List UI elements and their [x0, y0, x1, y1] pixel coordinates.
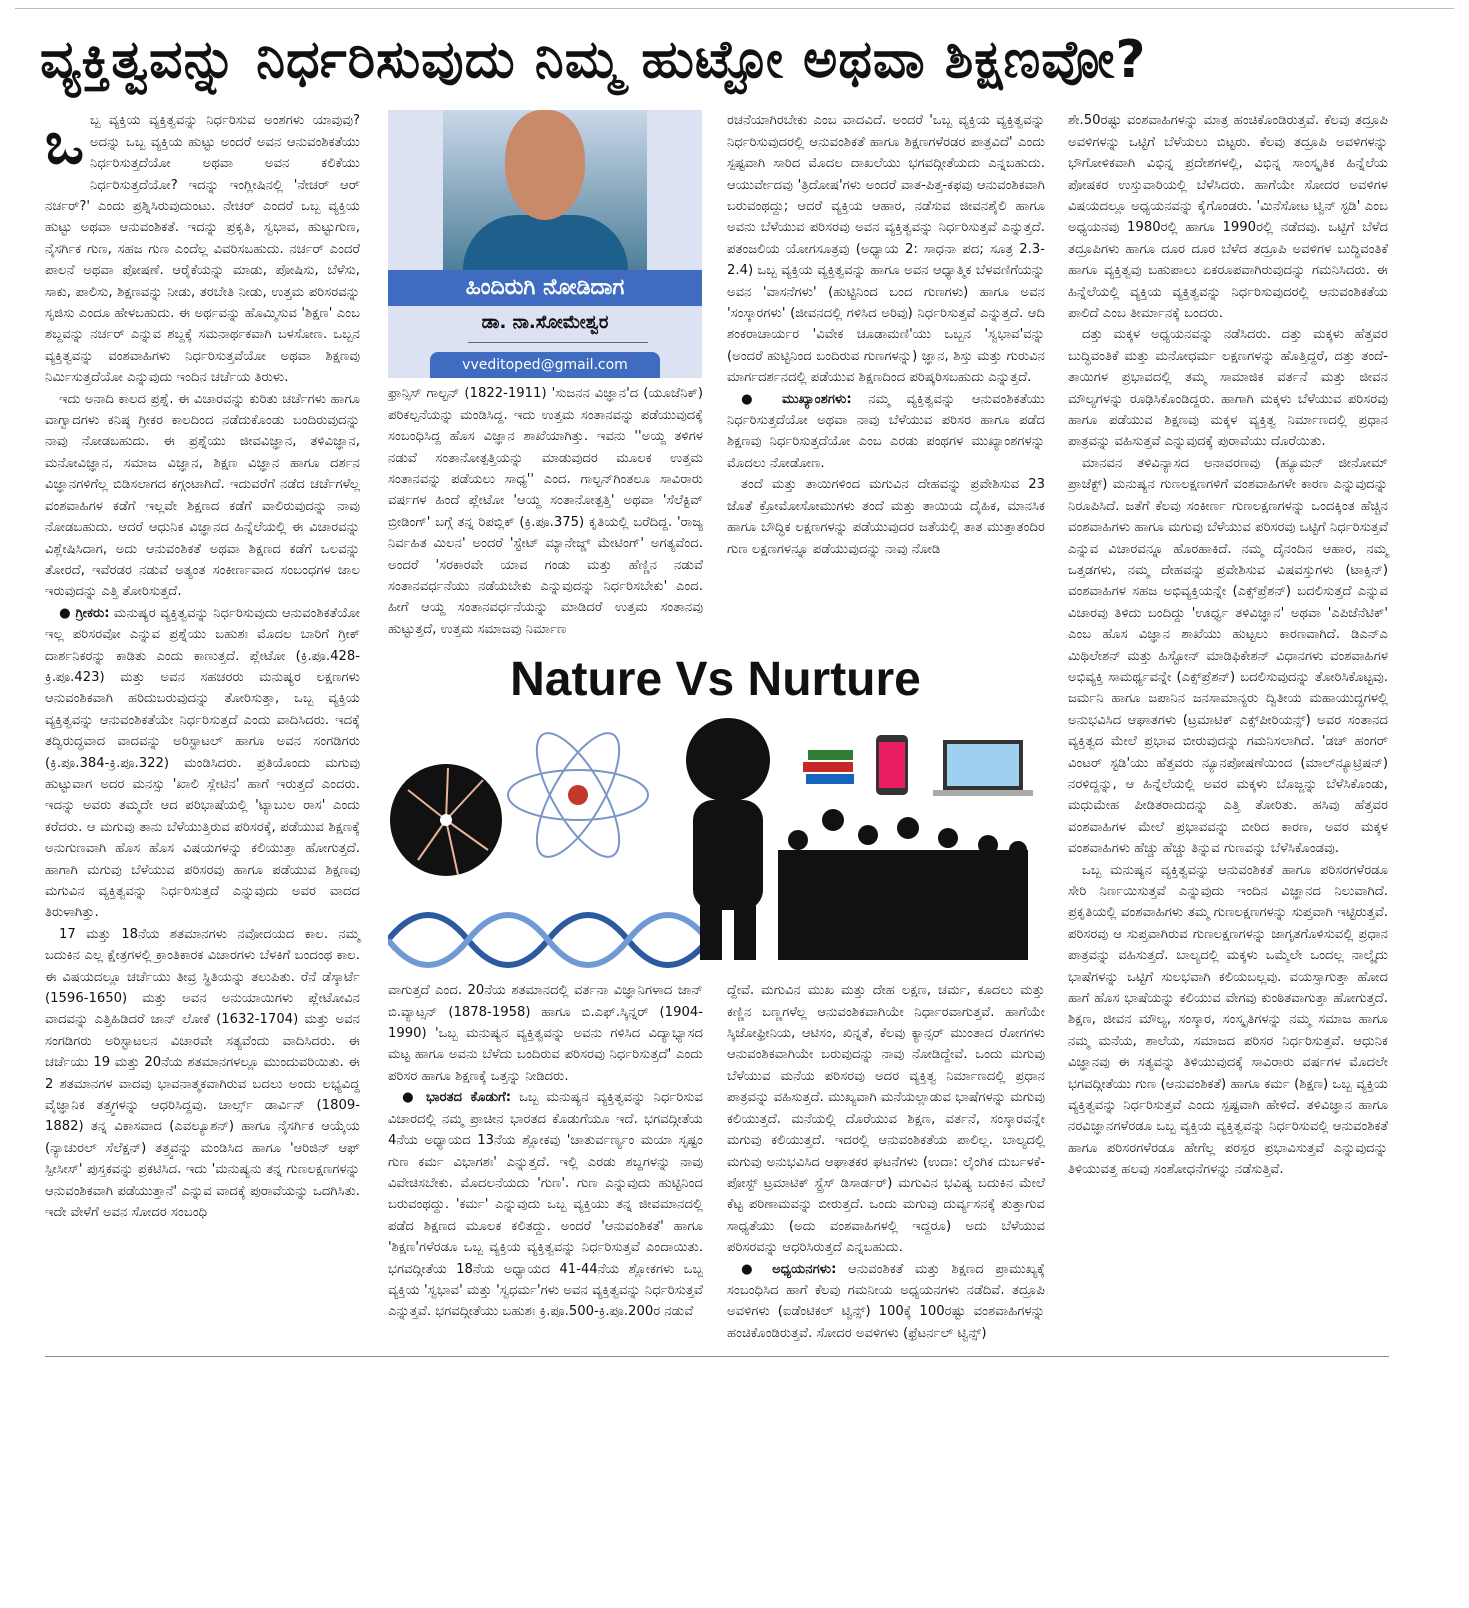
phone-icon — [876, 735, 908, 795]
divider — [468, 342, 648, 343]
neuron-icon — [390, 764, 502, 876]
paragraph-text: ಬ್ಬ ವ್ಯಕ್ತಿಯ ವ್ಯಕ್ತಿತ್ವವನ್ನು ನಿರ್ಧರಿಸುವ ಅಂಶಗಳು ಯಾವುವು? ಅದನ್ನು ಒಬ್ಬ ವ್ಯಕ್ತಿಯ ಹುಟ್ಟು ಅಂದರೆ ಅವನ ಆನುವಂಶಿಕತೆಯು ನಿರ್ಧರಿಸುತ್ತದೆಯೋ ಅಥವಾ ಅವನ ಕಲಿಕೆಯು ನಿರ್ಧರಿಸುತ್ತದೆಯೋ? ಇದನ್ನು ಇಂಗ್ಲೀಷಿನಲ್ಲಿ 'ನೇಚರ್ ಆರ್ ನರ್ಚರ್?' ಎಂದು ಪ್ರಶ್ನಿಸಿರುವುದುಂಟು. ನೇಚರ್ ಎಂದರೆ ಒಬ್ಬ ವ್ಯಕ್ತಿಯ ಹುಟ್ಟು ಅಥವಾ ಆನುವಂಶಿಕತೆ. ಇದನ್ನು ಪ್ರಕೃತಿ, ಸ್ವಭಾವ, ಹುಟ್ಟುಗುಣ, ನೈಸರ್ಗಿಕ ಗುಣ, ಸಹಜ ಗುಣ ಎಂದೆಲ್ಲ ವಿವರಿಸಬಹುದು. ನರ್ಚರ್ ಎಂದರೆ ಪಾಲನೆ ಅಥವಾ ಪೋಷಣೆ. ಆರೈಕೆಯನ್ನು ಮಾಡು, ಪೋಷಿಸು, ಬೆಳೆಸು, ಸಾಕು, ಪಾಲಿಸು, ಶಿಕ್ಷಣವನ್ನು ನೀಡು, ತರಬೇತಿ ನೀಡು, ಉತ್ತಮ ಪರಿಸರವನ್ನು ಸೃಜಿಸು ಎಂದೂ ಹೇಳಬಹುದು. ಈ ಅರ್ಥವನ್ನು ಹೊಮ್ಮಿಸುವ 'ಶಿಕ್ಷಣ' ಎಂಬ ಶಬ್ದವನ್ನು ನರ್ಚರ್ ಎನ್ನುವ ಶಬ್ದಕ್ಕೆ ಸಮನಾರ್ಥಕವಾಗಿ ಬಳಸೋಣ. ಒಬ್ಬನ ವ್ಯಕ್ತಿತ್ವವನ್ನು ವಂಶವಾಹಿಗಳು ನಿರ್ಧರಿಸುತ್ತವೆಯೋ ಅಥವಾ ಶಿಕ್ಷಣವು ನಿರ್ಮಿಸುತ್ತದೆಯೋ ಎನ್ನುವುದು ಇಂದಿನ ಚರ್ಚೆಯ ತಿರುಳು. — [45, 113, 360, 386]
dna-icon — [388, 915, 708, 965]
column-author-box — [388, 110, 702, 378]
paragraph — [388, 1087, 703, 1322]
paragraph: ದ್ದೇವೆ. ಮಗುವಿನ ಮುಖ ಮತ್ತು ದೇಹ ಲಕ್ಷಣ, ಚರ್ಮ, ಕೂದಲು ಮತ್ತು ಕಣ್ಣಿನ ಬಣ್ಣಗಳೆಲ್ಲ ಆನುವಂಶಿಕವಾಗಿಯೇ ನಿರ್ಧಾರವಾಗುತ್ತವೆ. ಹಾಗೆಯೇ ಸ್ಕಿಜೋಫ್ರೀನಿಯ, ಆಟಿಸಂ, ಖಿನ್ನತೆ, ಕೆಲವು ಕ್ಯಾನ್ಸರ್ ಮುಂತಾದ ರೋಗಗಳು ಆನುವಂಶಿಕವಾಗಿಯೇ ಬರುವುದನ್ನು ನಾವು ನೋಡಿದ್ದೇವೆ. ಒಂದು ಮಗುವು ಬೆಳೆಯುವ ಮನೆಯ ಪರಿಸರವು ಅದರ ವ್ಯಕ್ತಿತ್ವ ನಿರ್ಮಾಣದಲ್ಲಿ ಪ್ರಧಾನ ಪಾತ್ರವನ್ನು ವಹಿಸುತ್ತದೆ. ಮುಖ್ಯವಾಗಿ ಮನೆಯಲ್ಲಾಡುವ ಭಾಷೆಗಳನ್ನು ಮಗುವು ಕಲಿಯುತ್ತದೆ. ಮನೆಯಲ್ಲಿ ದೊರೆಯುವ ಶಿಕ್ಷಣ, ವರ್ತನೆ, ಸಂಸ್ಕಾರವನ್ನೇ ಮಗುವು ಕಲಿಯುತ್ತದೆ. ಇದರಲ್ಲಿ ಆನುವಂಶಿಕತೆಯ ಪಾಲಿಲ್ಲ. ಬಾಲ್ಯದಲ್ಲಿ ಮಗುವು ಅನುಭವಿಸಿದ ಆಘಾತಕರ ಘಟನೆಗಳು (ಉದಾ: ಲೈಂಗಿಕ ದುರ್ಬಳಕೆ-ಪೋಸ್ಟ್ ಟ್ರಮಾಟಿಕ್ ಸ್ಟ್ರೆಸ್ ಡಿಸಾರ್ಡರ್) ಮಗುವಿನ ಭವಿಷ್ಯ ಬದುಕಿನ ಮೇಲೆ ಕೆಟ್ಟ ಪರಿಣಾಮವನ್ನು ಬೀರುತ್ತದೆ. ಒಂದು ಮಗುವು ದುರ್ವ್ಯಸನಕ್ಕೆ ತುತ್ತಾಗುವ ಸಾಧ್ಯತೆಯು (ಅದು ವಂಶವಾಹಿಗಳಲ್ಲಿ ಇದ್ದರೂ) ಅದು ಬೆಳೆಯುವ ಪರಿಸರವನ್ನು ಆಧರಿಸಿರುತ್ತದೆ ಎನ್ನಬಹುದು. — [727, 983, 1045, 1256]
author-shirt — [463, 215, 628, 270]
column-2-bottom — [388, 980, 703, 1323]
crowd-silhouette — [778, 809, 1028, 960]
paragraph: ದತ್ತು ಮಕ್ಕಳ ಅಧ್ಯಯನವನ್ನು ನಡೆಸಿದರು. ದತ್ತು ಮಕ್ಕಳು ಹೆತ್ತವರ ಬುದ್ಧಿವಂತಿಕೆ ಮತ್ತು ಮನೋಧರ್ಮ ಲಕ್ಷಣಗಳನ್ನು ಹೊತ್ತಿದ್ದರೆ, ದತ್ತು ತಂದೆ-ತಾಯಿಗಳ ಪ್ರಭಾವದಲ್ಲಿ ತಮ್ಮ ಸಾಮಾಜಿಕ ವರ್ತನೆ ಮತ್ತು ಜೀವನ ಮೌಲ್ಯಗಳನ್ನು ರೂಢಿಸಿಕೊಂಡಿದ್ದರು. ಹಾಗಾಗಿ ಮಕ್ಕಳು ಬೆಳೆಯುವ ಪರಿಸರವು ಹಾಗೂ ಪಡೆಯುವ ಶಿಕ್ಷಣವು ಮಕ್ಕಳ ವ್ಯಕ್ತಿತ್ವ ನಿರ್ಮಾಣದಲ್ಲಿ ಪ್ರಧಾನ ಪಾತ್ರವನ್ನು ವಹಿಸುತ್ತವೆ ಎನ್ನುವುದಕ್ಕೆ ಪುರಾವೆಯು ದೊರೆಯಿತು. — [1068, 327, 1388, 450]
middle-top-row — [388, 110, 1045, 640]
paragraph: ಫ್ರಾನ್ಸಿಸ್ ಗಾಲ್ಟನ್ (1822-1911) 'ಸುಜನನ ವಿಜ್ಞಾನ'ದ (ಯೂಜೆನಿಕ್) ಪರಿಕಲ್ಪನೆಯನ್ನು ಮಂಡಿಸಿದ್ದ. ಇದು ಉತ್ತಮ ಸಂತಾನವನ್ನು ಪಡೆಯುವುದಕ್ಕೆ ಸಂಬಂಧಿಸಿದ್ದ ಹೊಸ ವಿಜ್ಞಾನ ಶಾಖೆಯಾಗಿತ್ತು. ಇವನು ''ಅಯ್ದ ತಳಿಗಳ ನಡುವೆ ಸಂತಾನೋತ್ಪತ್ತಿಯನ್ನು ಮಾಡುವುದರ ಮೂಲಕ ಉತ್ತಮ ಸಂತಾನವನ್ನು ಪಡೆಯಲು ಸಾಧ್ಯ'' ಎಂದ. ಗಾಲ್ಟನ್‌ಗಿಂತಲೂ ಸಾವಿರಾರು ವರ್ಷಗಳ ಹಿಂದೆ ಪ್ಲೇಟೋ 'ಆಯ್ದ ಸಂತಾನೋತ್ಪತ್ತಿ' ಅಥವಾ 'ಸೆಲೆಕ್ಟಿವ್ ಬ್ರೀಡಿಂಗ್' ಬಗ್ಗೆ ತನ್ನ ರಿಪಬ್ಲಿಕ್ (ಕ್ರಿ.ಪೂ.375) ಕೃತಿಯಲ್ಲಿ ಬರೆದಿದ್ದ. 'ರಾಜ್ಯ ನಿರ್ವಹಿತ ಮಿಲನ' ಅಂದರೆ 'ಸ್ಟೇಟ್ ಮ್ಯಾನೇಜ್ಡ್ ಮೇಟಿಂಗ್' ಅಗತ್ಯವೆಂದ. ಅಂದರೆ 'ಸರಕಾರವೇ ಯಾವ ಗಂಡು ಮತ್ತು ಹೆಣ್ಣಿನ ನಡುವೆ ಸಂತಾನವರ್ಧನೆಯು ನಡೆಯಬೇಕು ಎನ್ನುವುದನ್ನು ನಿರ್ಧರಿಸಬೇಕು' ಎಂದ. ಹೀಗೆ ಆಯ್ದ ಸಂತಾನವರ್ಧನೆಯನ್ನು ಮಾಡಿದರೆ ಉತ್ತಮ ಸಂತಾನವು ಹುಟ್ಟುತ್ತದೆ, ಉತ್ತಮ ಸಮಾಜವು ನಿರ್ಮಾಣ — [388, 386, 703, 637]
paragraph-text: ಒಬ್ಬ ಮನುಷ್ಯನ ವ್ಯಕ್ತಿತ್ವವನ್ನು ನಿರ್ಧರಿಸುವ ವಿಚಾರದಲ್ಲಿ ನಮ್ಮ ಪ್ರಾಚೀನ ಭಾರತದ ಕೊಡುಗೆಯೂ ಇದೆ. ಭಗವದ್ಗೀತೆಯ 4ನೆಯ ಅಧ್ಯಾಯದ 13ನೆಯ ಶ್ಲೋಕವು 'ಚಾತುರ್ವರ್ಣ್ಯಂ ಮಯಾ ಸೃಷ್ಟಂ ಗುಣ ಕರ್ಮ ವಿಭಾಗಶಃ' ಎನ್ನುತ್ತದೆ. ಇಲ್ಲಿ ಎರಡು ಶಬ್ದಗಳನ್ನು ನಾವು ವಿವೇಚಿಸಬೇಕು. ಮೊದಲನೆಯದು 'ಗುಣ'. ಗುಣ ಎನ್ನುವುದು ಹುಟ್ಟಿನಿಂದ ಬರುವಂಥದ್ದು. 'ಕರ್ಮ' ಎನ್ನುವುದು ಒಬ್ಬ ವ್ಯಕ್ತಿಯು ತನ್ನ ಜೀವಮಾನದಲ್ಲಿ ಪಡೆದ ಶಿಕ್ಷಣದ ಮೂಲಕ ಕಲಿತದ್ದು. ಅಂದರೆ 'ಆನುವಂಶಿಕತೆ' ಹಾಗೂ 'ಶಿಕ್ಷಣ'ಗಳೆರಡೂ ಒಬ್ಬ ವ್ಯಕ್ತಿಯ ವ್ಯಕ್ತಿತ್ವವನ್ನು ನಿರ್ಧರಿಸುತ್ತವೆ ಎಂದಾಯಿತು. ಭಗವದ್ಗೀತೆಯ 18ನೆಯ ಅಧ್ಯಾಯದ 41-44ನೆಯ ಶ್ಲೋಕಗಳು ಒಬ್ಬ ವ್ಯಕ್ತಿಯ 'ಸ್ವಭಾವ' ಮತ್ತು 'ಸ್ವಧರ್ಮ'ಗಳು ಅವನ ವ್ಯಕ್ತಿತ್ವವನ್ನು ನಿರ್ಧರಿಸುತ್ತವೆ ಎನ್ನುತ್ತವೆ. ಭಗವದ್ಗೀತೆಯು ಬಹುಶಃ ಕ್ರಿ.ಪೂ.500-ಕ್ರಿ.ಪೂ.200ರ ನಡುವೆ — [388, 1090, 703, 1320]
paragraph — [727, 1259, 1045, 1345]
paragraph: ವಾಗುತ್ತದೆ ಎಂದ. 20ನೆಯ ಶತಮಾನದಲ್ಲಿ ವರ್ತನಾ ವಿಜ್ಞಾನಿಗಳಾದ ಜಾನ್ ಬಿ.ವ್ಯಾಟ್ಸನ್ (1878-1958) ಹಾಗೂ ಬಿ.ಎಫ್.ಸ್ಕಿನ್ನರ್ (1904-1990) 'ಒಬ್ಬ ಮನುಷ್ಯನ ವ್ಯಕ್ತಿತ್ವವನ್ನು ಅವನು ಗಳಿಸಿದ ವಿದ್ಯಾಭ್ಯಾಸದ ಮಟ್ಟ ಹಾಗೂ ಅವನು ಬೆಳೆದು ಬಂದಿರುವ ಪರಿಸರವು ನಿರ್ಧರಿಸುತ್ತದೆ' ಎಂದು ಪರಿಸರ ಹಾಗೂ ಶಿಕ್ಷಣಕ್ಕೆ ಒತ್ತನ್ನು ನೀಡಿದರು. — [388, 983, 703, 1084]
paragraph: ತಂದೆ ಮತ್ತು ತಾಯಿಗಳಿಂದ ಮಗುವಿನ ದೇಹವನ್ನು ಪ್ರವೇಶಿಸುವ 23 ಜೊತೆ ಕ್ರೋಮೋಸೋಮುಗಳು ತಂದೆ ಮತ್ತು ತಾಯಿಯ ದೈಹಿಕ, ಮಾನಸಿಕ ಹಾಗೂ ಬೌದ್ಧಿಕ ಲಕ್ಷಣಗಳನ್ನು ಪಡೆಯುವುದರ ಜತೆಯಲ್ಲಿ ತಾತ ಮುತ್ತಾತಂದಿರ ಗುಣ ಲಕ್ಷಣಗಳನ್ನೂ ಪಡೆಯುವುದನ್ನು ನಾವು ನೋಡಿ — [727, 477, 1045, 557]
author-face — [505, 110, 585, 220]
middle-columns — [388, 110, 1045, 1344]
middle-bottom-row — [388, 980, 1045, 1344]
author-photo — [443, 110, 647, 270]
subheading: ● ಭಾರತದ ಕೊಡುಗೆ: — [402, 1090, 512, 1106]
paragraph — [45, 603, 360, 924]
column-4 — [1068, 110, 1388, 1180]
top-rule — [15, 8, 1454, 9]
paragraph: ಇದು ಅನಾದಿ ಕಾಲದ ಪ್ರಶ್ನೆ. ಈ ವಿಚಾರವನ್ನು ಕುರಿತು ಚರ್ಚೆಗಳು ಹಾಗೂ ವಾಗ್ವಾದಗಳು ಕನಿಷ್ಠ ಗ್ರೀಕರ ಕಾಲದಿಂದ ನಡೆದುಕೊಂಡು ಬಂದಿರುವುದನ್ನು ನಾವು ನೋಡಬಹುದು. ಈ ಪ್ರಶ್ನೆಯು ಜೀವವಿಜ್ಞಾನ, ತಳಿವಿಜ್ಞಾನ, ಮನೋವಿಜ್ಞಾನ, ಸಮಾಜ ವಿಜ್ಞಾನ, ಶಿಕ್ಷಣ ವಿಜ್ಞಾನ ಹಾಗೂ ದರ್ಶನ ವಿಜ್ಞಾನಗಳಿಗೆಲ್ಲ ಬಿಡಿಸಲಾಗದ ಕಗ್ಗಂಟಾಗಿದೆ. ಇದುವರೆಗೆ ನಡೆದ ಚರ್ಚೆಗಳೆಲ್ಲ ವಂಶವಾಹಿಗಳ ಕಡೆಗೆ ಇಲ್ಲವೇ ಶಿಕ್ಷಣದ ಕಡೆಗೆ ವಾಲಿರುವುದನ್ನು ನಾವು ನೋಡಬಹುದು. ಆದರೆ ಆಧುನಿಕ ವಿಜ್ಞಾನದ ಹಿನ್ನೆಲೆಯಲ್ಲಿ ಈ ವಿಚಾರವನ್ನು ವಿಶ್ಲೇಷಿಸಿದಾಗ, ಅದು ಆನುವಂಶಿಕತೆ ಅಥವಾ ಶಿಕ್ಷಣದ ಕಡೆಗೆ ಒಲವನ್ನು ತೋರದೆ, ಇವೆರಡರ ನಡುವೆ ಅತ್ಯಂತ ಸಂಕೀರ್ಣವಾದ ಸಂಬಂಧಗಳ ಜಾಲ ಇರುವುದನ್ನು ಎತ್ತಿ ತೋರಿಸುತ್ತದೆ. — [45, 391, 360, 600]
column-3-top — [727, 110, 1045, 560]
books-icon — [803, 750, 854, 784]
paragraph-text: ಮನುಷ್ಯರ ವ್ಯಕ್ತಿತ್ವವನ್ನು ನಿರ್ಧರಿಸುವುದು ಆನುವಂಶಿಕತೆಯೋ ಇಲ್ಲ ಪರಿಸರವೋ ಎನ್ನುವ ಪ್ರಶ್ನೆಯು ಬಹುಶಃ ಮೊದಲ ಬಾರಿಗೆ ಗ್ರೀಕ್ ದಾರ್ಶನಿಕರನ್ನು ಕಾಡಿತು ಎಂದು ಕಾಣುತ್ತದೆ. ಪ್ಲೇಟೋ (ಕ್ರಿ.ಪೂ.428-ಕ್ರಿ.ಪೂ.423) ಮತ್ತು ಅವನ ಸಹಚರರು ಮನುಷ್ಯರ ಲಕ್ಷಣಗಳು ಆನುವಂಶಿಕವಾಗಿ ಹರಿದುಬರುವುದನ್ನು ತೋರಿಸುತ್ತಾ, ಒಬ್ಬ ವ್ಯಕ್ತಿಯ ವ್ಯಕ್ತಿತ್ವವನ್ನು ಆನುವಂಶಿಕತೆಯೇ ನಿರ್ಧರಿಸುತ್ತದೆ ಎಂದು ವಾದಿಸಿದರು. ಇದಕ್ಕೆ ತದ್ವಿರುದ್ಧವಾದ ವಾದವನ್ನು ಅರಿಸ್ಟಾಟಲ್ ಹಾಗೂ ಅವನ ಸಂಗಡಿಗರು (ಕ್ರಿ.ಪೂ.384-ಕ್ರಿ.ಪೂ.322) ಮಂಡಿಸಿದರು. ಪ್ರತಿಯೊಂದು ಮಗುವು ಹುಟ್ಟುವಾಗ ಅದರ ಮನಸ್ಸು 'ಖಾಲಿ ಸ್ಲೇಟಿನ' ಹಾಗೆ ಇರುತ್ತದೆ ಎಂದರು. ಇದನ್ನು ಅವರು ತಮ್ಮದೇ ಆದ ಪರಿಭಾಷೆಯಲ್ಲಿ 'ಟ್ಯಾಬುಲ ರಾಸ' ಎಂದು ಕರೆದರು. ಆ ಮಗುವು ತಾನು ಬೆಳೆಯುತ್ತಿರುವ ಪರಿಸರಕ್ಕೆ, ಪಡೆಯುವ ಶಿಕ್ಷಣಕ್ಕೆ ಅನುಗುಣವಾಗಿ ಹೊಸ ಹೊಸ ವಿಷಯಗಳನ್ನು ಕಲಿಯುತ್ತಾ ಹೋಗುತ್ತದೆ. ಹಾಗಾಗಿ ಮಗುವು ಬೆಳೆಯುವ ಪರಿಸರವು ಹಾಗೂ ಪಡೆಯುವ ಶಿಕ್ಷಣವು ಮಗುವಿನ ವ್ಯಕ್ತಿತ್ವವನ್ನು ನಿರ್ಧರಿಸುತ್ತದೆ ಎನ್ನುವುದು ಅವರ ವಾದದ ತಿರುಳಾಗಿತ್ತು. — [45, 605, 360, 921]
subheading: ● ಮುಖ್ಯಾಂಶಗಳು: — [741, 391, 852, 407]
infographic-title: Nature Vs Nurture — [510, 653, 921, 707]
nature-vs-nurture-infographic — [388, 650, 1043, 972]
child-silhouette — [686, 718, 770, 960]
column-1 — [45, 110, 360, 1223]
article-body — [45, 110, 1388, 1344]
infographic-illustration — [388, 710, 1043, 972]
paragraph-text: ನಮ್ಮ ವ್ಯಕ್ತಿತ್ವವನ್ನು ಆನುವಂಶಿಕತೆಯು ನಿರ್ಧರಿಸುತ್ತದೆಯೋ ಅಥವಾ ನಾವು ಬೆಳೆಯುವ ಪರಿಸರ ಹಾಗೂ ಪಡೆದ ಶಿಕ್ಷಣವು ನಿರ್ಧರಿಸುತ್ತದೆಯೋ ಎಂಬ ಎರಡು ಪಂಥಗಳ ಮುಖ್ಯಾಂಶಗಳನ್ನು ಮೊದಲು ನೋಡೋಣ. — [727, 391, 1045, 471]
headline: ವ್ಯಕ್ತಿತ್ವವನ್ನು ನಿರ್ಧರಿಸುವುದು ನಿಮ್ಮ ಹುಟ್ಟೋ ಅಥವಾ ಶಿಕ್ಷಣವೋ? — [40, 30, 1147, 90]
laptop-icon — [933, 740, 1033, 796]
subheading: ● ಗ್ರೀಕರು: — [59, 605, 110, 621]
column-name: ಹಿಂದಿರುಗಿ ನೋಡಿದಾಗ — [388, 270, 702, 306]
subheading: ● ಅಧ್ಯಯನಗಳು: — [741, 1261, 837, 1277]
bottom-rule — [45, 1356, 1389, 1357]
author-email[interactable]: vveditoped@gmail.com — [430, 352, 660, 378]
paragraph: ಮಾನವನ ತಳಿವಿನ್ಯಾಸದ ಅನಾವರಣವು (ಹ್ಯೂಮನ್ ಜೀನೋಮ್ ಪ್ರಾಜೆಕ್ಟ್) ಮನುಷ್ಯನ ಗುಣಲಕ್ಷಣಗಳಿಗೆ ವಂಶವಾಹಿಗಳೇ ಕಾರಣ ಎನ್ನುವುದನ್ನು ನಿರೂಪಿಸಿದೆ. ಜತೆಗೆ ಕೆಲವು ಸಂಕೀರ್ಣ ಗುಣಲಕ್ಷಣಗಳನ್ನು ಒಂದಕ್ಕಿಂತ ಹೆಚ್ಚಿನ ವಂಶವಾಹಿಗಳು ಹಾಗೂ ಮಗುವು ಬೆಳೆಯುವ ಪರಿಸರವು ಒಟ್ಟಿಗೆ ನಿರ್ಧರಿಸುತ್ತವೆ ಎನ್ನುವ ವಿಚಾರವನ್ನೂ ಹೊರಹಾಕಿದೆ. ನಮ್ಮ ದೈನಂದಿನ ಆಹಾರ, ನಮ್ಮ ಒತ್ತಡಗಳು, ನಮ್ಮ ದೇಹವನ್ನು ಪ್ರವೇಶಿಸುವ ವಿಷವಸ್ತುಗಳು (ಟಾಕ್ಸಿನ್) ವಂಶವಾಹಿಗಳ ಸಹಜ ಅಭಿವ್ಯಕ್ತಿಯನ್ನೇ (ಎಕ್ಸ್‌ಪ್ರೆಶನ್) ಬದಲಿಸುತ್ತದೆ ಎನ್ನುವ ವಿಚಾರವು ತಿಳಿದು ಬಂದಿದ್ದು 'ಊರ್ಧ್ವ ತಳಿವಿಜ್ಞಾನ' ಅಥವಾ 'ಎಪಿಜೆನೆಟಿಕ್' ಎಂಬ ಹೊಸ ವಿಜ್ಞಾನ ಶಾಖೆಯು ಹುಟ್ಟಲು ಕಾರಣವಾಗಿದೆ. ಡಿಎನ್‌ಎ ಮಿಥಿಲೇಶನ್ ಮತ್ತು ಹಿಸ್ಟೋನ್ ಮಾಡಿಫಿಕೇಶನ್ ವಿಧಾನಗಳು ವಂಶವಾಹಿಗಳ ಅಭಿವ್ಯಕ್ತಿ ಸಾಮರ್ಥ್ಯವನ್ನೇ (ಎಕ್ಸ್‌ಪ್ರೆಶನ್) ಬದಲಿಸುವುದನ್ನು ತೋರಿಸಿಕೊಟ್ಟವು. ಜರ್ಮನಿ ಹಾಗೂ ಜಪಾನಿನ ಜನಸಾಮಾನ್ಯರು ದ್ವಿತೀಯ ಮಹಾಯುದ್ಧಗಳಲ್ಲಿ ಅನುಭವಿಸಿದ ಆಘಾತಗಳು (ಟ್ರಮಾಟಿಕ್ ಎಕ್ಸ್‌ಪೀರಿಯನ್ಸ್) ಅವರ ಸಂತಾನದ ವ್ಯಕ್ತಿತ್ವದ ಮೇಲೆ ಪ್ರಭಾವ ಬೀರುವುದನ್ನು ಗಮನಿಸಲಾಗಿದೆ. 'ಡಚ್ ಹಂಗರ್ ವಿಂಟರ್ ಸ್ಟಡಿ'ಯು ಹೆತ್ತವರು ನ್ಯೂನಪೋಷಣೆಯಿಂದ (ಮಾಲ್‌ನ್ಯೂಟ್ರಿಷನ್) ನರಳಿದ್ದನ್ನು, ಆ ಹಿನ್ನೆಲೆಯಲ್ಲಿ ಅವರ ಮಕ್ಕಳು ಬೊಜ್ಜನ್ನು ಬೆಳೆಸಿಕೊಂಡು, ಮಧುಮೇಹ ಪೀಡಿತರಾದುದನ್ನು ಎತ್ತಿ ತೋರಿತು. ಹಸಿವು ಹೆತ್ತವರ ವಂಶವಾಹಿಗಳ ಮೇಲೆ ಪ್ರಭಾವವನ್ನು ಬೀರಿದ ಕಾರಣ, ಅವರ ಮಕ್ಕಳ ವಂಶವಾಹಿಗಳು ಹೆಚ್ಚು ಹೆಚ್ಚು ತಿನ್ನುವ ಗುಣವನ್ನು ಬೆಳೆಸಿಕೊಂಡವು. — [1068, 455, 1388, 857]
column-3-bottom — [727, 980, 1045, 1344]
author-name: ಡಾ. ನಾ.ಸೋಮೇಶ್ವರ — [481, 312, 609, 334]
paragraph: ಶೇ.50ರಷ್ಟು ವಂಶವಾಹಿಗಳನ್ನು ಮಾತ್ರ ಹಂಚಿಕೊಂಡಿರುತ್ತವೆ. ಕೆಲವು ತದ್ರೂಪಿ ಅವಳಿಗಳನ್ನು ಒಟ್ಟಿಗೆ ಬೆಳೆಯಲು ಬಿಟ್ಟರು. ಕೆಲವು ತದ್ರೂಪಿ ಅವಳಿಗಳನ್ನು ಭೌಗೋಳಿಕವಾಗಿ ವಿಭಿನ್ನ ಪ್ರದೇಶಗಳಲ್ಲಿ, ವಿಭಿನ್ನ ಸಾಂಸ್ಕೃತಿಕ ಹಿನ್ನೆಲೆಯ ಪೋಷಕರ ಉಸ್ತುವಾರಿಯಲ್ಲಿ ಬೆಳೆಸಿದರು. ಹಾಗೆಯೇ ಸೋದರ ಅವಳಿಗಳ ವಿಷಯದಲ್ಲೂ ಅಧ್ಯಯನವನ್ನು ಕೈಗೊಂಡರು. 'ಮಿನೆಸೋಟ ಟ್ವಿನ್ ಸ್ಟಡಿ' ಎಂಬ ಅಧ್ಯಯನವು 1980ರಲ್ಲಿ ಹಾಗೂ 1990ರಲ್ಲಿ ನಡೆದವು. ಒಟ್ಟಿಗೆ ಬೆಳೆದ ತದ್ರೂಪಿಗಳು ಹಾಗೂ ದೂರ ದೂರ ಬೆಳೆದ ತದ್ರೂಪಿ ಅವಳಿಗಳ ಬುದ್ಧಿವಂತಿಕೆ ಹಾಗೂ ವ್ಯಕ್ತಿತ್ವವು ಬಹುಪಾಲು ಏಕರೂಪವಾಗಿರುವುದನ್ನು ಗಮನಿಸಿದರು. ಈ ಹಿನ್ನೆಲೆಯಲ್ಲಿ ವ್ಯಕ್ತಿಯ ವ್ಯಕ್ತಿತ್ವವನ್ನು ನಿರ್ಧರಿಸುವುದರಲ್ಲಿ ಆನುವಂಶಿಕತೆಯ ಪಾಲಿದೆ ಎಂಬ ತೀರ್ಮಾನಕ್ಕೆ ಬಂದರು. — [1068, 113, 1388, 322]
paragraph — [45, 110, 360, 388]
column-2-top — [388, 383, 703, 640]
paragraph — [727, 389, 1045, 475]
paragraph: ರಚನೆಯಾಗಿರಬೇಕು ಎಂಬ ವಾದವಿದೆ. ಅಂದರೆ 'ಒಬ್ಬ ವ್ಯಕ್ತಿಯ ವ್ಯಕ್ತಿತ್ವವನ್ನು ನಿರ್ಧರಿಸುವುದರಲ್ಲಿ ಆನುವಂಶಿಕತೆ ಹಾಗೂ ಶಿಕ್ಷಣಗಳೆರಡರ ಪಾತ್ರವಿದೆ' ಎಂದು ಸ್ಪಷ್ಟವಾಗಿ ಸಾರಿದ ಮೊದಲ ದಾಖಲೆಯು ಭಗವದ್ಗೀತೆಯದು ಎನ್ನಬಹುದು. ಆಯುರ್ವೇದವು 'ತ್ರಿದೋಷ'ಗಳು ಅಂದರೆ ವಾತ-ಪಿತ್ತ-ಕಫವು ಆನುವಂಶಿಕವಾಗಿ ಬರುವಂಥದ್ದು; ಆದರೆ ವ್ಯಕ್ತಿಯ ಆಹಾರ, ನಡೆಸುವ ಜೀವನಶೈಲಿ ಹಾಗೂ ಅವನು ಬೆಳೆಯುವ ಪರಿಸರವು ಅವನ ವ್ಯಕ್ತಿತ್ವವನ್ನು ನಿರ್ಧರಿಸುತ್ತವೆ ಎನ್ನುತ್ತದೆ. ಪತಂಜಲಿಯ ಯೋಗಸೂತ್ರವು (ಅಧ್ಯಾಯ 2: ಸಾಧನಾ ಪದ; ಸೂತ್ರ 2.3-2.4) ಒಬ್ಬ ವ್ಯಕ್ತಿಯ ವ್ಯಕ್ತಿತ್ವವನ್ನು ಹಾಗೂ ಅವನ ಆಧ್ಯಾತ್ಮಿಕ ಬೆಳವಣಿಗೆಯನ್ನು ಅವನ 'ವಾಸನೆಗಳು' (ಹುಟ್ಟಿನಿಂದ ಬಂದ ಗುಣಗಳು) ಹಾಗೂ ಅವನ 'ಸಂಸ್ಕಾರಗಳು' (ಜೀವನದಲ್ಲಿ ಗಳಿಸಿದ ಅರಿವು) ನಿರ್ಧರಿಸುತ್ತವೆ ಎನ್ನುತ್ತದೆ. ಆದಿ ಶಂಕರಾಚಾರ್ಯರ 'ವಿವೇಕ ಚೂಡಾಮಣಿ'ಯು ಒಬ್ಬನ 'ಸ್ವಭಾವ'ವನ್ನು (ಅಂದರೆ ಹುಟ್ಟಿನಿಂದ ಬಂದಿರುವ ಗುಣಗಳನ್ನು) ಜ್ಞಾನ, ಶಿಸ್ತು ಮತ್ತು ಗುರುವಿನ ಮಾರ್ಗದರ್ಶನದಲ್ಲಿ ಪಡೆಯುವ ಶಿಕ್ಷಣದಿಂದ ಪರಿಷ್ಕರಿಸಬಹುದು ಎನ್ನುತ್ತದೆ. — [727, 113, 1045, 386]
drop-cap: ಒ — [45, 109, 84, 178]
paragraph: ಒಬ್ಬ ಮನುಷ್ಯನ ವ್ಯಕ್ತಿತ್ವವನ್ನು ಆನುವಂಶಿಕತೆ ಹಾಗೂ ಪರಿಸರಗಳೆರಡೂ ಸೇರಿ ನಿರ್ಣಯಿಸುತ್ತವೆ ಎನ್ನುವುದು ಇಂದಿನ ವಿಜ್ಞಾನದ ನಿಲುವಾಗಿದೆ. ಪ್ರಕೃತಿಯಲ್ಲಿ ವಂಶವಾಹಿಗಳು ತಮ್ಮ ಗುಣಲಕ್ಷಣಗಳನ್ನು ಸುಪ್ತವಾಗಿ ಇಟ್ಟಿರುತ್ತವೆ. ಪರಿಸರವು ಆ ಸುಪ್ತವಾಗಿರುವ ಗುಣಲಕ್ಷಣಗಳನ್ನು ಜಾಗೃತಗೊಳಿಸುವಲ್ಲಿ ಪ್ರಧಾನ ಪಾತ್ರವನ್ನು ವಹಿಸುತ್ತದೆ. ಬಾಲ್ಯದಲ್ಲಿ ಮಕ್ಕಳು ಒಮ್ಮೆಲೇ ಒಂದಲ್ಲ ನಾಲ್ಕೈದು ಭಾಷೆಗಳನ್ನು ಒಟ್ಟಿಗೆ ಸುಲಭವಾಗಿ ಕಲಿಯಬಲ್ಲವು. ವಯಸ್ಸಾಗುತ್ತಾ ಹೋದ ಹಾಗೆ ಹೊಸ ಭಾಷೆಯನ್ನು ಕಲಿಯುವ ವೇಗವು ಕುಂಠಿತವಾಗುತ್ತಾ ಹೋಗುತ್ತದೆ. ಶಿಕ್ಷಣ, ಜೀವನ ಮೌಲ್ಯ, ಸಂಸ್ಕಾರ, ಸಂಸ್ಕೃತಿಗಳನ್ನು ನಮ್ಮ ಸಮಾಜ ಹಾಗೂ ನಮ್ಮ ಮನೆಯ, ಶಾಲೆಯ, ಸಮಾಜದ ಪರಿಸರ ನಿರ್ಧರಿಸುತ್ತವೆ. ಆಧುನಿಕ ವಿಜ್ಞಾನವು ಈ ಸತ್ಯವನ್ನು ತಿಳಿಯುವುದಕ್ಕೆ ಸಾವಿರಾರು ವರ್ಷಗಳ ಮೊದಲೇ ಭಗವದ್ಗೀತೆಯು ಗುಣ (ಆನುವಂಶಿಕತೆ) ಹಾಗೂ ಕರ್ಮ (ಶಿಕ್ಷಣ) ಒಬ್ಬ ವ್ಯಕ್ತಿಯ ವ್ಯಕ್ತಿತ್ವವನ್ನು ನಿರ್ಧರಿಸುತ್ತವೆ ಎಂದು ಸ್ಪಷ್ಟವಾಗಿ ಹೇಳಿದೆ. ತಳಿವಿಜ್ಞಾನ ಹಾಗೂ ನರವಿಜ್ಞಾನಗಳೆರಡೂ ಒಬ್ಬ ವ್ಯಕ್ತಿಯ ವ್ಯಕ್ತಿತ್ವವನ್ನು ನಿರ್ಧರಿಸುವಲ್ಲಿ ಆನುವಂಶಿಕತೆ ಹಾಗೂ ಪರಿಸರಗಳೆರಡೂ ಹೇಗೆಲ್ಲ ಪರಸ್ಪರ ಪ್ರಭಾವಿಸುತ್ತವೆ ಎನ್ನುವುದನ್ನು ತಿಳಿಯುವತ್ತ ಹಲವು ಸಂಶೋಧನೆಗಳನ್ನು ನಡೆಸುತ್ತಿವೆ. — [1068, 862, 1388, 1178]
atom-icon — [508, 722, 648, 868]
paragraph-text: ಆನುವಂಶಿಕತೆ ಮತ್ತು ಶಿಕ್ಷಣದ ಪ್ರಾಮುಖ್ಯಕ್ಕೆ ಸಂಬಂಧಿಸಿದ ಹಾಗೆ ಕೆಲವು ಗಮನೀಯ ಅಧ್ಯಯನಗಳು ನಡೆದಿವೆ. ತದ್ರೂಪಿ ಅವಳಿಗಳು (ಐಡೆಂಟಿಕಲ್ ಟ್ವಿನ್ಸ್) 100ಕ್ಕೆ 100ರಷ್ಟು ವಂಶವಾಹಿಗಳನ್ನು ಹಂಚಿಕೊಂಡಿರುತ್ತವೆ. ಸೋದರ ಅವಳಿಗಳು (ಫ್ರೆಟರ್ನಲ್ ಟ್ವಿನ್ಸ್) — [727, 1261, 1045, 1341]
paragraph: 17 ಮತ್ತು 18ನೆಯ ಶತಮಾನಗಳು ನವೋದಯದ ಕಾಲ. ನಮ್ಮ ಬದುಕಿನ ಎಲ್ಲ ಕ್ಷೇತ್ರಗಳಲ್ಲಿ ಕ್ರಾಂತಿಕಾರಕ ವಿಚಾರಗಳು ಬೆಳಕಿಗೆ ಬಂದಂಥ ಕಾಲ. ಈ ವಿಷಯದಲ್ಲೂ ಚರ್ಚೆಯು ತೀವ್ರ ಸ್ಥಿತಿಯನ್ನು ತಲುಪಿತು. ರೆನೆ ಡೆಸ್ಕಾರ್ಟೆ (1596-1650) ಮತ್ತು ಅವನ ಅನುಯಾಯಿಗಳು ಪ್ಲೇಟೋವಿನ ವಾದವನ್ನು ಎತ್ತಿಹಿಡಿದರೆ ಜಾನ್ ಲೋಕೆ (1632-1704) ಮತ್ತು ಅವನ ಸಂಗಡಿಗರು ಅರಿಸ್ಟಾಟಲನ ವಿಚಾರವೇ ಸತ್ಯವೆಂದು ವಾದಿಸಿದರು. ಈ ಚರ್ಚೆಯು 19 ಮತ್ತು 20ನೆಯ ಶತಮಾನಗಳಲ್ಲೂ ಮುಂದುವರಿಯಿತು. ಈ 2 ಶತಮಾನಗಳ ವಾದವು ಭಾವನಾತ್ಮಕವಾಗಿರುವ ಬದಲು ಅಂದು ಲಭ್ಯವಿದ್ದ ವೈಜ್ಞಾನಿಕ ತತ್ತ್ವಗಳನ್ನು ಆಧರಿಸಿದ್ದವು. ಚಾರ್ಲ್ಸ್ ಡಾರ್ವಿನ್ (1809-1882) ತನ್ನ ವಿಕಾಸವಾದ (ಎವಲ್ಯೂಶನ್) ಹಾಗೂ ನೈಸರ್ಗಿಕ ಆಯ್ಕೆಯ (ನ್ಯಾಚುರಲ್ ಸೆಲೆಕ್ಷನ್) ತತ್ತ್ವವನ್ನು ಮಂಡಿಸಿದ ಹಾಗೂ 'ಆರಿಜಿನ್ ಆಫ್ ಸ್ಪೀಸೀಸ್' ಪುಸ್ತಕವನ್ನು ಪ್ರಕಟಿಸಿದ. ಇದು 'ಮನುಷ್ಯನು ತನ್ನ ಗುಣಲಕ್ಷಣಗಳನ್ನು ಆನುವಂಶಿಕವಾಗಿ ಪಡೆಯುತ್ತಾನೆ' ಎನ್ನುವ ವಾದಕ್ಕೆ ಪುರಾವೆಯನ್ನು ಒದಗಿಸಿತು. ಇದೇ ವೇಳೆಗೆ ಅವನ ಸೋದರ ಸಂಬಂಧಿ — [45, 926, 360, 1221]
column-2-top-wrap — [388, 110, 703, 640]
